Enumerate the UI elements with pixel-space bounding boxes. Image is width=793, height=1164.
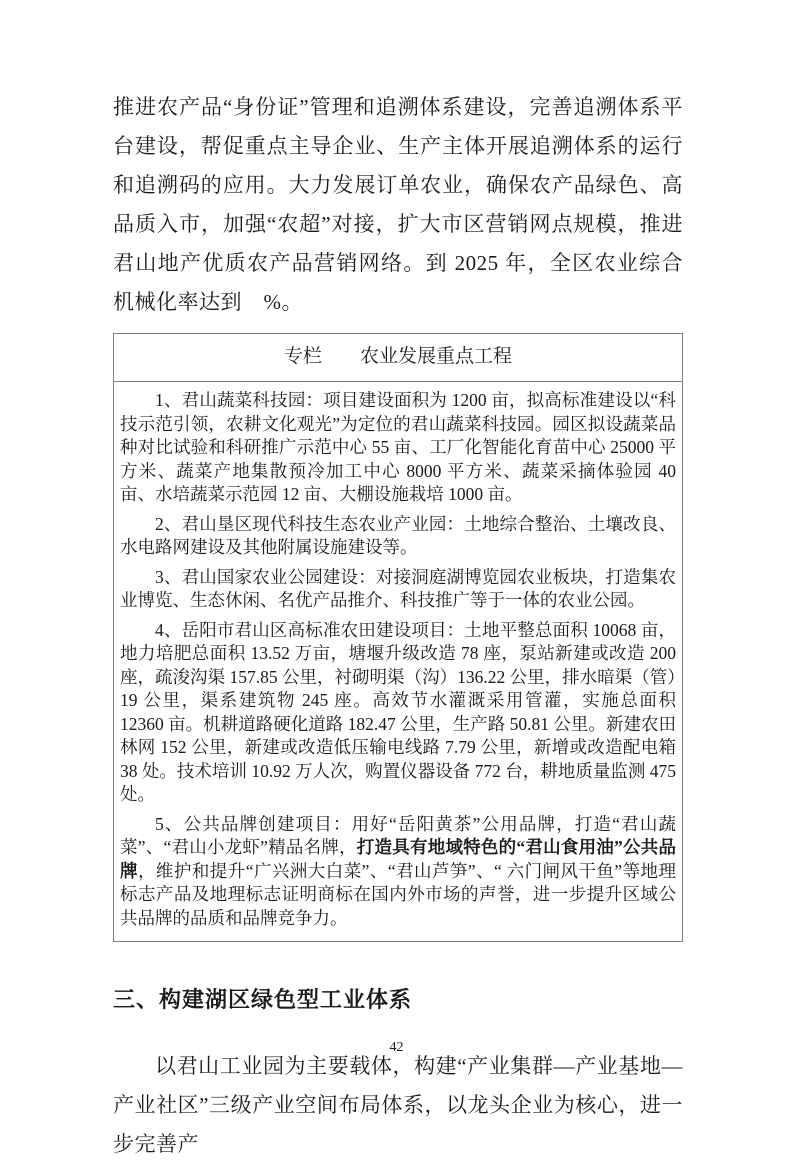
feature-box-title: 专栏 农业发展重点工程 [114,334,682,382]
feature-box-item-2: 2、君山垦区现代科技生态农业产业园：土地综合整治、土壤改良、水电路网建设及其他附属设施建设等。 [120,513,676,557]
intro-paragraph: 推进农产品“身份证”管理和追溯体系建设，完善追溯体系平台建设，帮促重点主导企业、生产主体开展追溯体系的运行和追溯码的应用。大力发展订单农业，确保农产品绿色、高品质入市，加强“农超”对接，扩大市区营销网点规模，推进君山地产优质农产品营销网络。到 2025 年，全区农业综合机械化率达到 %。 [113,95,683,314]
feature-box-item-4: 4、岳阳市君山区高标准农田建设项目：土地平整总面积 10068 亩，地力培肥总面积 13.52 万亩，塘堰升级改造 78 座，泵站新建或改造 200 座，疏浚沟渠 157.85 公里，衬砌明渠（沟）136.22 公里，排水暗渠（管）19 公里，渠系建筑物 245 座。高效节水灌溉采用管灌，实施总面积 12360 亩。机耕道路硬化道路 182.47 公里，生产路 50.81 公里。新建农田林网 152 公里，新建或改造低压输电线路 7.79 公里，新增或改造配电箱 38 处。技术培训 10.92 万人次，购置仪器设备 772 台，耕地质量监测 475 处。 [120,619,676,804]
section-paragraph: 以君山工业园为主要载体，构建“产业集群—产业基地—产业社区”三级产业空间布局体系，以龙头企业为核心，进一步完善产 [113,1054,683,1156]
feature-box-item-5-text-cont: ，维护和提升“广兴洲大白菜”、“君山芦笋”、“ 六门闸风干鱼”等地理标志产品及地理标志证明商标在国内外市场的声誉，进一步提升区域公共品牌的品质和品牌竞争力。 [120,860,677,928]
feature-box [113,333,683,942]
page-content [113,0,683,1164]
feature-box-item-1: 1、君山蔬菜科技园：项目建设面积为 1200 亩，拟高标准建设以“科技示范引领，农耕文化观光”为定位的君山蔬菜科技园。园区拟设蔬菜品种对比试验和科研推广示范中心 55 亩、工厂化智能化育苗中心 25000 平方米、蔬菜产地集散预冷加工中心 8000 平方米、蔬菜采摘体验园 40 亩、水培蔬菜示范园 12 亩、大棚设施栽培 1000 亩。 [120,390,676,504]
feature-box-body [114,382,682,941]
feature-box-item-5-bold-text: 打造具有地域特色的“君山食用油”公共品牌 [120,837,676,881]
feature-box-item-3: 3、君山国家农业公园建设：对接洞庭湖博览园农业板块，打造集农业博览、生态休闲、名优产品推介、科技推广等于一体的农业公园。 [120,566,676,610]
feature-box-item-5 [120,813,676,931]
feature-box-item-5-text: 5、公共品牌创建项目：用好“岳阳黄茶”公用品牌，打造“君山蔬菜”、“君山小龙虾”精品名牌， [120,813,676,857]
page-number: 42 [389,1040,404,1055]
section-heading: 三、构建湖区绿色型工业体系 [113,987,413,1012]
